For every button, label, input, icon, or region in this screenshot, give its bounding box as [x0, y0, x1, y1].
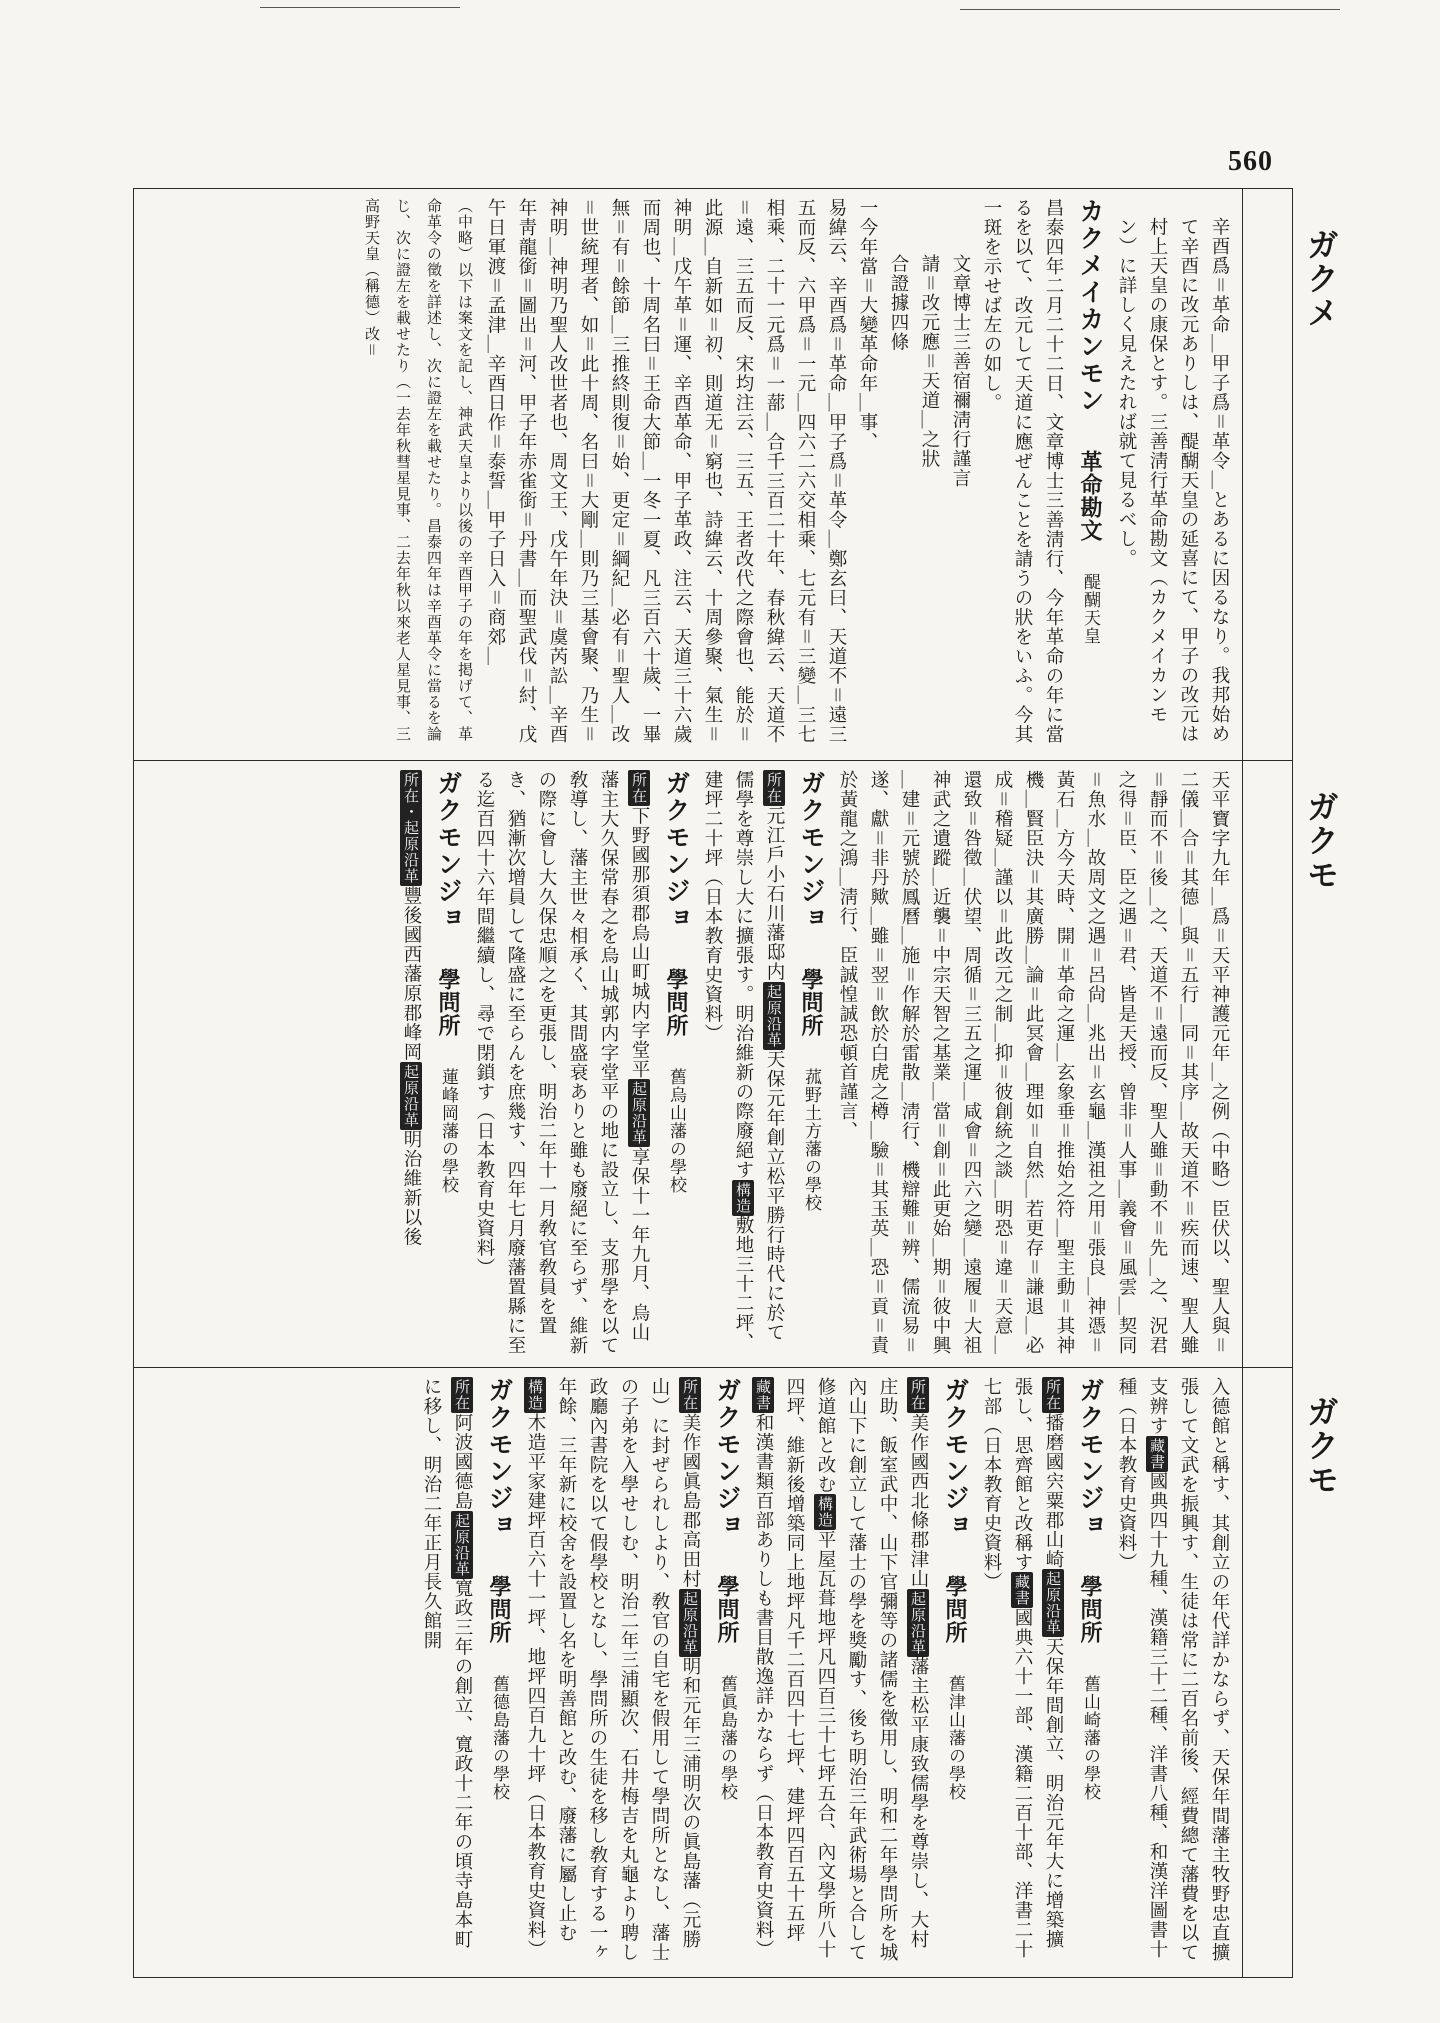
- badge-location: 所在: [909, 1379, 927, 1411]
- entry-body: [469, 770, 655, 1360]
- entry-text: 平屋瓦葺地坪凡四百三十七坪五合、內文學所八十四坪、維新後增築同上地坪凡千二百四十七坪、建坪四百五十五坪: [784, 1377, 836, 1959]
- entry-title: ガクモンジョ: [941, 1377, 970, 1539]
- section-tag-top: ガクメ: [1302, 228, 1340, 330]
- badge-history: 起原沿革: [1044, 1571, 1062, 1635]
- horizontal-divider-lower: [133, 1367, 1293, 1368]
- badge-location: 所在: [630, 772, 648, 804]
- badge-books: 藏書: [754, 1379, 772, 1411]
- section-tag-bottom: ガクモ: [1302, 1395, 1340, 1497]
- badge-structure: 構造: [526, 1379, 544, 1411]
- badge-books: 藏書: [1013, 1574, 1031, 1606]
- entry-text: 和漢書類百部ありしも書目散逸詳かならず（日本教育史資料）: [753, 1413, 774, 1959]
- entry-text: 豐後國西藩原郡峰岡: [401, 886, 422, 1062]
- entry-title-kanji: 學問所: [663, 967, 689, 1037]
- top-tail-text: （中略）以下は案文を記し、神武天皇より以後の辛酉甲子の年を掲げて、革命革令の徵を詳述し、次に證左を載せたり。昌泰四年は辛酉革令に當るを論じ、次に證左を載せたり（一去年秋彗星見事、二去年秋以來老人星見事、三高野天皇（稱德）改＝: [363, 198, 474, 742]
- entry-title: ガクモンジョ: [797, 770, 826, 932]
- entry-body: [748, 1377, 934, 1967]
- scan-edge-line-left: [260, 7, 460, 8]
- entry-heading: [1069, 198, 1111, 753]
- entry-note: 醍醐天皇: [1080, 573, 1100, 646]
- badge-structure: 構造: [734, 1181, 752, 1214]
- quote-line: 一今年當＝大變革命年＿事、: [857, 198, 878, 452]
- entry-title-kanji: 學問所: [798, 967, 824, 1037]
- entry-title-kanji: 學問所: [435, 967, 461, 1037]
- entry-note: 舊德島藩の學校: [489, 1675, 509, 1802]
- entry-text: 享保十一年九月、烏山藩主大久保常春之を烏山城郭内字堂平の地に設立し、支那學を以て敎導し、藩主世々相承く、其間盛衰ありと雖も廢絕に至らず、維新の際に會し大久保忠順之を更張し、明治二年十一月敎官敎員を置き、猶漸次增員して隆盛に至らんを庶幾す、四年七月廢藩置縣に至る迄百四十六年間繼續し、尋で閉鎖す（日本教育史資料）: [474, 770, 650, 1355]
- badge-books: 藏書: [1148, 1437, 1166, 1470]
- entry-body: [976, 1377, 1069, 1967]
- section-tag-middle: ガクモ: [1302, 790, 1340, 892]
- entry-title: ガクモンジョ: [1076, 1377, 1105, 1539]
- entry-note: 菰野土方藩の學校: [801, 1068, 821, 1213]
- entry-note: 舊山崎藩の學校: [1080, 1675, 1100, 1802]
- quote-line: 請＝改元應＝天道＿之狀: [919, 253, 940, 469]
- entry-body: [416, 1377, 478, 1967]
- entry-heading: [706, 1377, 748, 1967]
- entry-note: 蓮峰岡藩の學校: [438, 1068, 458, 1195]
- badge-history: 起原沿革: [909, 1590, 927, 1655]
- badge-location: 所在: [1044, 1379, 1062, 1411]
- badge-location: 所在・起原沿革: [402, 772, 420, 884]
- middle-continuation-text: 天平寶字九年＿爲＝天平神護元年＿之例（中略）臣伏以、聖人與＝二儀＿合＝其德＿與＝五行＿同＝其序＿故天道不＝疾而速、聖人雖＝靜而不＝後＿之、天道不＝遠而反、聖人雖＝動不＝先＿之、況君之得＝臣、臣之遇＝君、皆是天授、曾非＝人事＿義會＝風雲＿契同＝魚水＿故周文之遇＝呂尙＿兆出＝玄龜＿漢祖之用＝張良＿神憑＝黃石＿方今天時、開＝革命之運＿玄象垂＝推始之符＿聖主動＝其神機＿賢臣決＝其廣勝＿論＝此冥會＿理如＝自然＿若更存＝謙退＿必成＝稽疑＿謹以＝此改元之制＿抑＝彼創統之談＿明恐＝違＝天意＿還致＝咎徵＿伏望、周循＝三五之運＿咸會＝四六之變＿遠履＝大祖神武之遺蹤＿近襲＝中宗天智之基業＿當＝創＝此更始＿期＝彼中興＿建＝元號於鳳曆＿施＝作解於雷散＿淸行、機辯難＝辨、儒流易＝遂、獻＝非丹歟＿雖＝翌＝飲於白虎之樽＿驗＝其玉英＿恐＝貢＝責於黃龍之鴻＿淸行、臣誠惶誠恐頓首謹言、: [837, 770, 1230, 1356]
- entry-title: ガクモンジョ: [485, 1377, 514, 1539]
- entry-text: 下野國那須郡烏山町城内字堂平: [629, 806, 650, 1079]
- entry-title-kanji: 學問所: [714, 1574, 740, 1644]
- entry-text: 明和元年三浦明次の眞島藩（元勝山）に封ぜられしより、敎官の自宅を假用して學問所となし、藩士の子弟を入學せしむ、明治二年三浦顯次、石井梅吉を丸龜より聘し政廳內書院を以て假學校となし、學問所の生徒を移し敎育する一ヶ年餘、三年新に校舍を設置し名を明善館と改む、廢藩に屬し止む: [556, 1377, 701, 1962]
- entry-text: 元江戶小石川藩邸内: [764, 806, 785, 982]
- entry-text: 阿波國德島: [452, 1413, 473, 1511]
- entry-text: 美作國眞島郡高田村: [680, 1413, 701, 1589]
- right-margin-rule: [1242, 188, 1243, 1978]
- badge-history: 起原沿革: [630, 1081, 648, 1145]
- middle-panel: [143, 770, 1235, 1360]
- badge-location: 所在: [453, 1379, 471, 1411]
- entry-heading: [655, 770, 697, 1360]
- entry-title-kanji: 學問所: [1077, 1574, 1103, 1644]
- badge-location: 所在: [765, 772, 783, 804]
- entry-title: ガクモンジョ: [713, 1377, 742, 1539]
- horizontal-divider-upper: [133, 760, 1293, 761]
- entry-title: カクメイカンモン: [1076, 198, 1105, 414]
- quote-line: 合證據四條: [888, 253, 909, 351]
- entry-body: 昌泰四年二月二十二日、文章博士三善淸行、今年革命の年に當るを以て、改元して天道に應ぜんことを請うの狀をいふ。今其一斑を示せば左の如し。: [981, 198, 1064, 744]
- entry-text: 寬政三年の創立、寬政十二年の頃寺島本町に移し、明治二年正月長久館開: [421, 1377, 473, 1949]
- entry-text: 播磨國宍粟郡山崎: [1043, 1413, 1064, 1569]
- entry-text: 敷地三十二坪、建坪二十坪（日本教育史資料）: [702, 770, 754, 1352]
- entry-text: 美作國西北條郡津山: [908, 1413, 929, 1589]
- entry-text: 木造平家建坪百六十一坪、地坪四百九十坪（日本教育史資料）: [525, 1413, 546, 1959]
- page-number: 560: [1228, 146, 1273, 177]
- bottom-continuation-text: [1111, 1377, 1235, 1967]
- badge-history: 起原沿革: [765, 983, 783, 1048]
- entry-heading: [934, 1377, 976, 1967]
- entry-title: ガクモンジョ: [662, 770, 691, 932]
- entry-text: 國典六十一部、漢籍二百十部、洋書二十七部（日本教育史資料）: [981, 1377, 1033, 1959]
- entry-title-kanji: 學問所: [486, 1574, 512, 1644]
- entry-text: 天保元年創立松平勝行時代に於て儒學を尊崇し大に擴張す。明治維新の際廢絕す: [733, 770, 785, 1342]
- badge-history: 起原沿革: [681, 1590, 699, 1655]
- entry-note: 舊津山藩の學校: [945, 1675, 965, 1802]
- entry-heading: [427, 770, 469, 1360]
- entry-text: 天保年間創立、明治元年大に增築擴張し、思齊館と改稱す: [1012, 1377, 1064, 1949]
- entry-body: [520, 1377, 706, 1967]
- entry-text: 入德館と稱す、其創立の年代詳かならず、天保年間藩主牧野忠直擴張して文武を振興す、生徒は常に二百名前後、經費總て藩費を以て支辨す: [1147, 1377, 1230, 1962]
- entry-heading: [790, 770, 832, 1360]
- top-lead-text: 辛酉爲＝革命＿甲子爲＝革令＿とあるに因るなり。我邦始めて辛酉に改元ありしは、醍醐天皇の延喜にて、甲子の改元は村上天皇の康保とす。三善淸行革命勘文（カクメイカンモン）に詳しく見えたれば就て見るべし。: [1116, 216, 1230, 744]
- quote-line: 文章博士三善宿禰淸行謹言: [950, 253, 971, 488]
- entry-note: 舊烏山藩の學校: [666, 1068, 686, 1195]
- entry-text: 明治維新以後: [401, 1129, 422, 1247]
- badge-history: 起原沿革: [453, 1512, 471, 1577]
- badge-structure: 構造: [816, 1496, 834, 1528]
- entry-body: [396, 770, 427, 1360]
- entry-text: 藩主松平康致儒學を尊崇し、大村庄助、飯室武中、山下官彌等の諸儒を徵用し、明和二年學問所を城內山下に創立して藩士の學を獎勵す、後ち明治三年武術場と合して修道館と改む: [815, 1377, 929, 1962]
- entry-text: 國典四十九種、漢籍三十二種、洋書八種、和漢洋圖書十種（日本教育史資料）: [1116, 1377, 1168, 1959]
- scan-edge-line-right: [960, 9, 1340, 10]
- badge-location: 所在: [681, 1379, 699, 1411]
- top-panel: [143, 198, 1235, 753]
- bottom-panel: [143, 1377, 1235, 1967]
- quote-line: 易緯云、辛酉爲＝革命＿甲子爲＝革令＿鄭玄曰、天道不＝遠三五而反、六甲爲＝一元＿四六二六交相乘、七元有＝三變＿三七相乘、二十一元爲＝一蔀＿合千三百二十年、春秋緯云、天道不＝遠、三五而反、宋均注云、三五、王者改代之際會也、能於＝此源＿自新如＝初、則道无＝窮也、詩緯云、十周參聚、氣生＝神明＿戊午革＝運、辛酉革命、甲子革政、注云、天道三十六歲而周也、十周名曰＝王命大節＿一冬一夏、凡三百六十歲、一畢無＝有＝餘節＿三推終則復＝始、更定＝綱紀＿必有＝聖人＿改＝世統理者、如＝此十周、名曰＝大剛＿則乃三基會聚、乃生＝神明＿神明乃聖人改世者也、周文王、戊午年決＝虞芮訟＿辛酉年靑龍銜＝圖出＝河、甲子年赤雀銜＝丹書＿而聖武伐＝紂、戊午日軍渡＝孟津＿辛酉日作＝泰誓＿甲子日入＝商郊＿: [485, 198, 847, 745]
- entry-title-kanji: 革命勘文: [1077, 449, 1103, 542]
- entry-heading: [478, 1377, 520, 1967]
- entry-heading: [1069, 1377, 1111, 1967]
- entry-body: [697, 770, 790, 1360]
- entry-title-kanji: 學問所: [942, 1574, 968, 1644]
- entry-note: 舊眞島藩の學校: [717, 1675, 737, 1802]
- badge-history: 起原沿革: [402, 1063, 420, 1128]
- entry-title: ガクモンジョ: [434, 770, 463, 932]
